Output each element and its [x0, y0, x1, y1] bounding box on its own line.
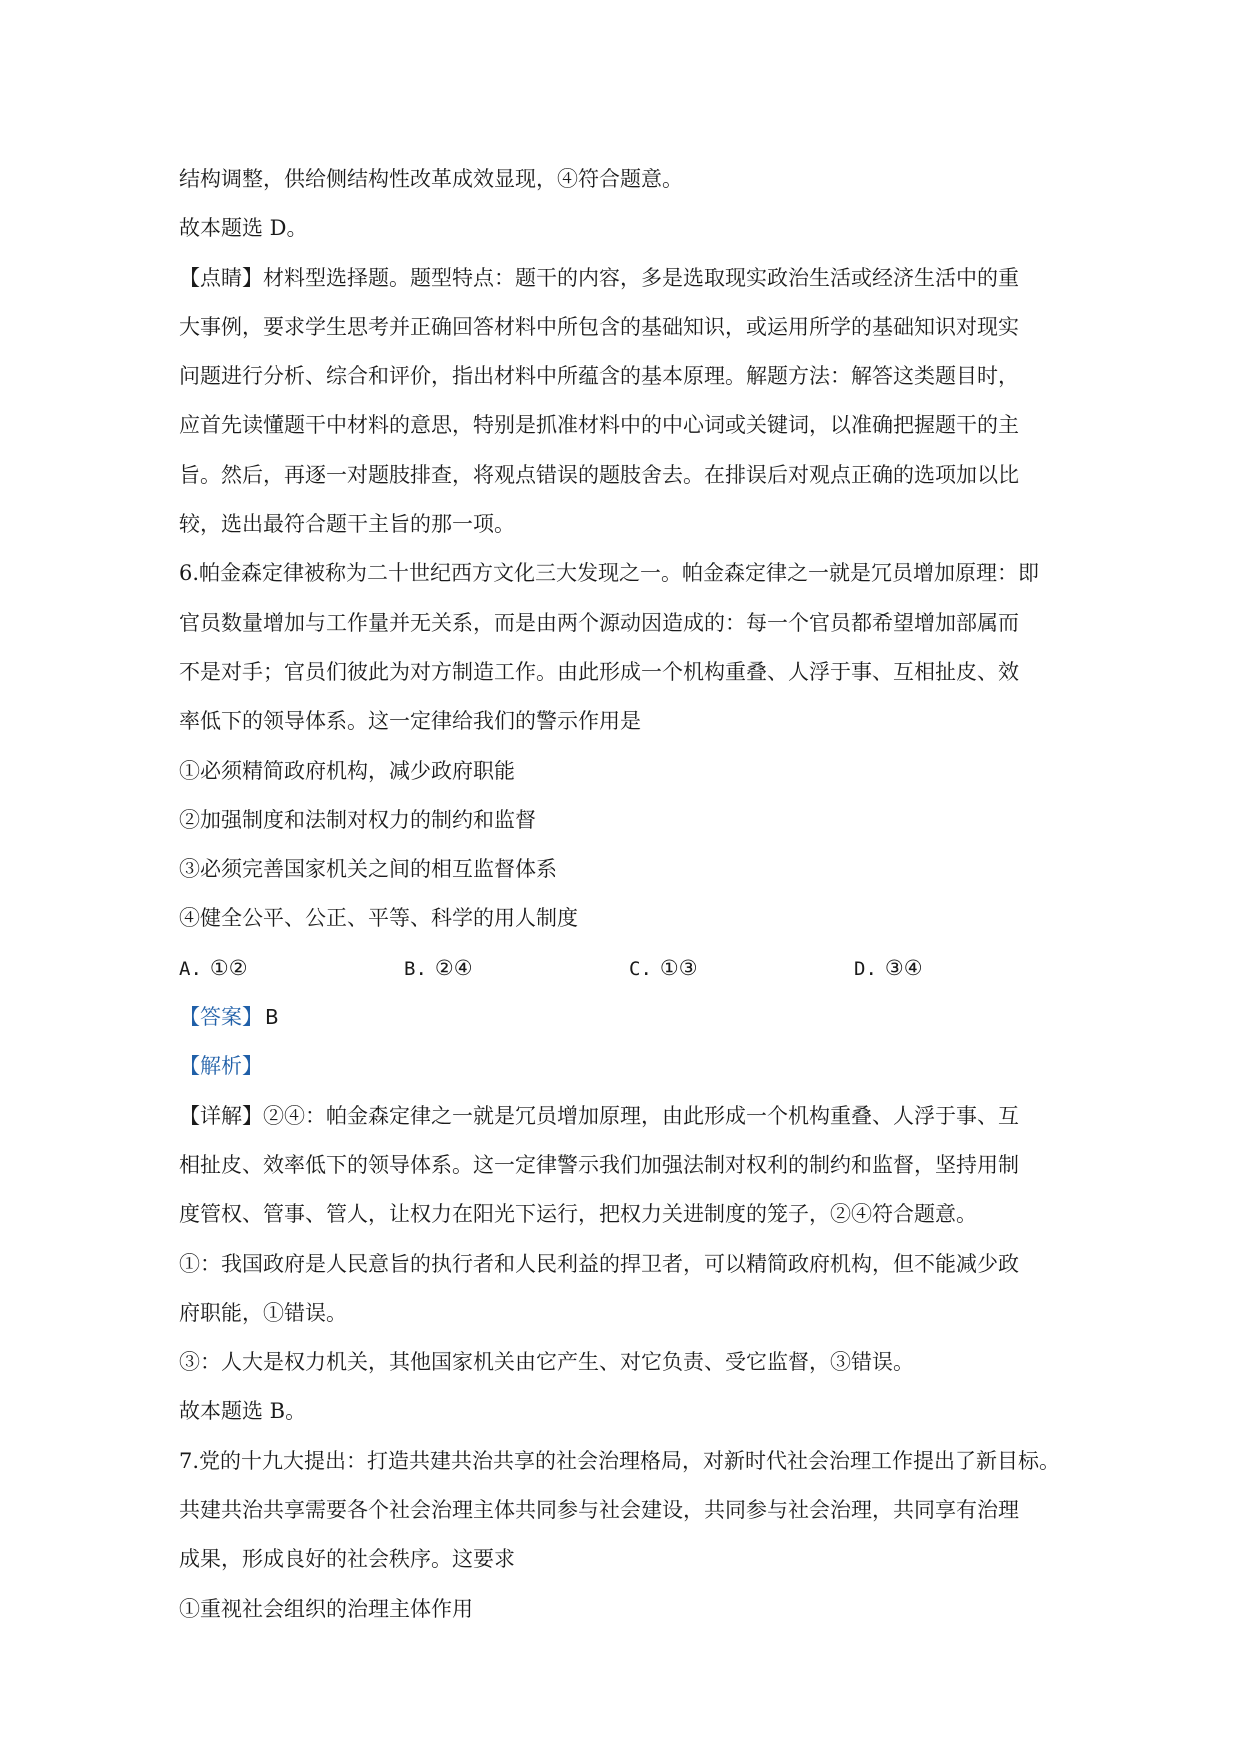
option-letter: A. [179, 957, 202, 980]
option-value: ①③ [659, 955, 698, 980]
text-line: 相扯皮、效率低下的领导体系。这一定律警示我们加强法制对权利的制约和监督，坚持用制 [179, 1152, 1019, 1177]
question-7-stem: 7.党的十九大提出：打造共建共治共享的社会治理格局，对新时代社会治理工作提出了新目标。 [179, 1448, 1061, 1473]
text-line: 度管权、管事、管人，让权力在阳光下运行，把权力关进制度的笼子，②④符合题意。 [179, 1202, 977, 1227]
option-value: ①② [209, 955, 248, 980]
option-letter: B. [404, 957, 427, 980]
statement-item: ③必须完善国家机关之间的相互监督体系 [179, 857, 557, 882]
option-value: ②④ [434, 955, 473, 980]
text-line: 府职能，①错误。 [179, 1300, 347, 1325]
text-line: 问题进行分析、综合和评价，指出材料中所蕴含的基本原理。解题方法：解答这类题目时， [179, 364, 1019, 389]
text-line: 大事例，要求学生思考并正确回答材料中所包含的基础知识，或运用所学的基础知识对现实 [179, 314, 1019, 339]
option-letter: C. [629, 957, 652, 980]
analysis-line [179, 1042, 1079, 1091]
dianjing-tag: 【点睛】 [179, 265, 263, 290]
detail-tag: 【详解】 [179, 1103, 263, 1128]
text-line: 故本题选 B。 [179, 1399, 307, 1424]
text-line: 不是对手；官员们彼此为对方制造工作。由此形成一个机构重叠、人浮于事、互相扯皮、效 [179, 659, 1019, 684]
option-value: ③④ [884, 955, 923, 980]
statement-item: ①必须精简政府机构，减少政府职能 [179, 758, 515, 783]
question-6-stem: 6.帕金森定律被称为二十世纪西方文化三大发现之一。帕金森定律之一就是冗员增加原理：即 [179, 561, 1040, 586]
answer-options [179, 944, 1079, 993]
text-line: 共建共治共享需要各个社会治理主体共同参与社会建设，共同参与社会治理，共同享有治理 [179, 1498, 1019, 1523]
text-line: ①：我国政府是人民意旨的执行者和人民利益的捍卫者，可以精简政府机构，但不能减少政 [179, 1251, 1019, 1276]
option-b [404, 944, 629, 993]
answer-line [179, 993, 1079, 1042]
text-line: 官员数量增加与工作量并无关系，而是由两个源动因造成的：每一个官员都希望增加部属而 [179, 610, 1019, 635]
statement-item: ②加强制度和法制对权力的制约和监督 [179, 807, 536, 832]
text-line: 结构调整，供给侧结构性改革成效显现，④符合题意。 [179, 167, 683, 191]
text-span: 材料型选择题。题型特点：题干的内容，多是选取现实政治生活或经济生活中的重 [263, 265, 1019, 290]
statement-item: ④健全公平、公正、平等、科学的用人制度 [179, 906, 578, 931]
text-line: 成果，形成良好的社会秩序。这要求 [179, 1547, 515, 1572]
option-c [629, 944, 854, 993]
document-page [179, 155, 1079, 1634]
option-letter: D. [854, 957, 877, 980]
statement-item: ①重视社会组织的治理主体作用 [179, 1596, 473, 1621]
text-line: 较，选出最符合题干主旨的那一项。 [179, 512, 515, 537]
text-line: 旨。然后，再逐一对题肢排查，将观点错误的题肢舍去。在排误后对观点正确的选项加以比 [179, 462, 1019, 487]
option-d [854, 944, 1079, 993]
answer-tag: 【答案】 [179, 1005, 263, 1030]
text-line: 率低下的领导体系。这一定律给我们的警示作用是 [179, 709, 641, 734]
text-line: 故本题选 D。 [179, 216, 308, 241]
text-span: ②④：帕金森定律之一就是冗员增加原理，由此形成一个机构重叠、人浮于事、互 [263, 1103, 1019, 1128]
analysis-tag: 【解析】 [179, 1054, 263, 1079]
text-line: 应首先读懂题干中材料的意思，特别是抓准材料中的中心词或关键词，以准确把握题干的主 [179, 413, 1019, 438]
text-line: ③：人大是权力机关，其他国家机关由它产生、对它负责、受它监督，③错误。 [179, 1350, 914, 1375]
option-a [179, 944, 404, 993]
dianjing-line [179, 254, 1079, 303]
detail-line [179, 1092, 1079, 1141]
answer-value: B [265, 1005, 279, 1030]
